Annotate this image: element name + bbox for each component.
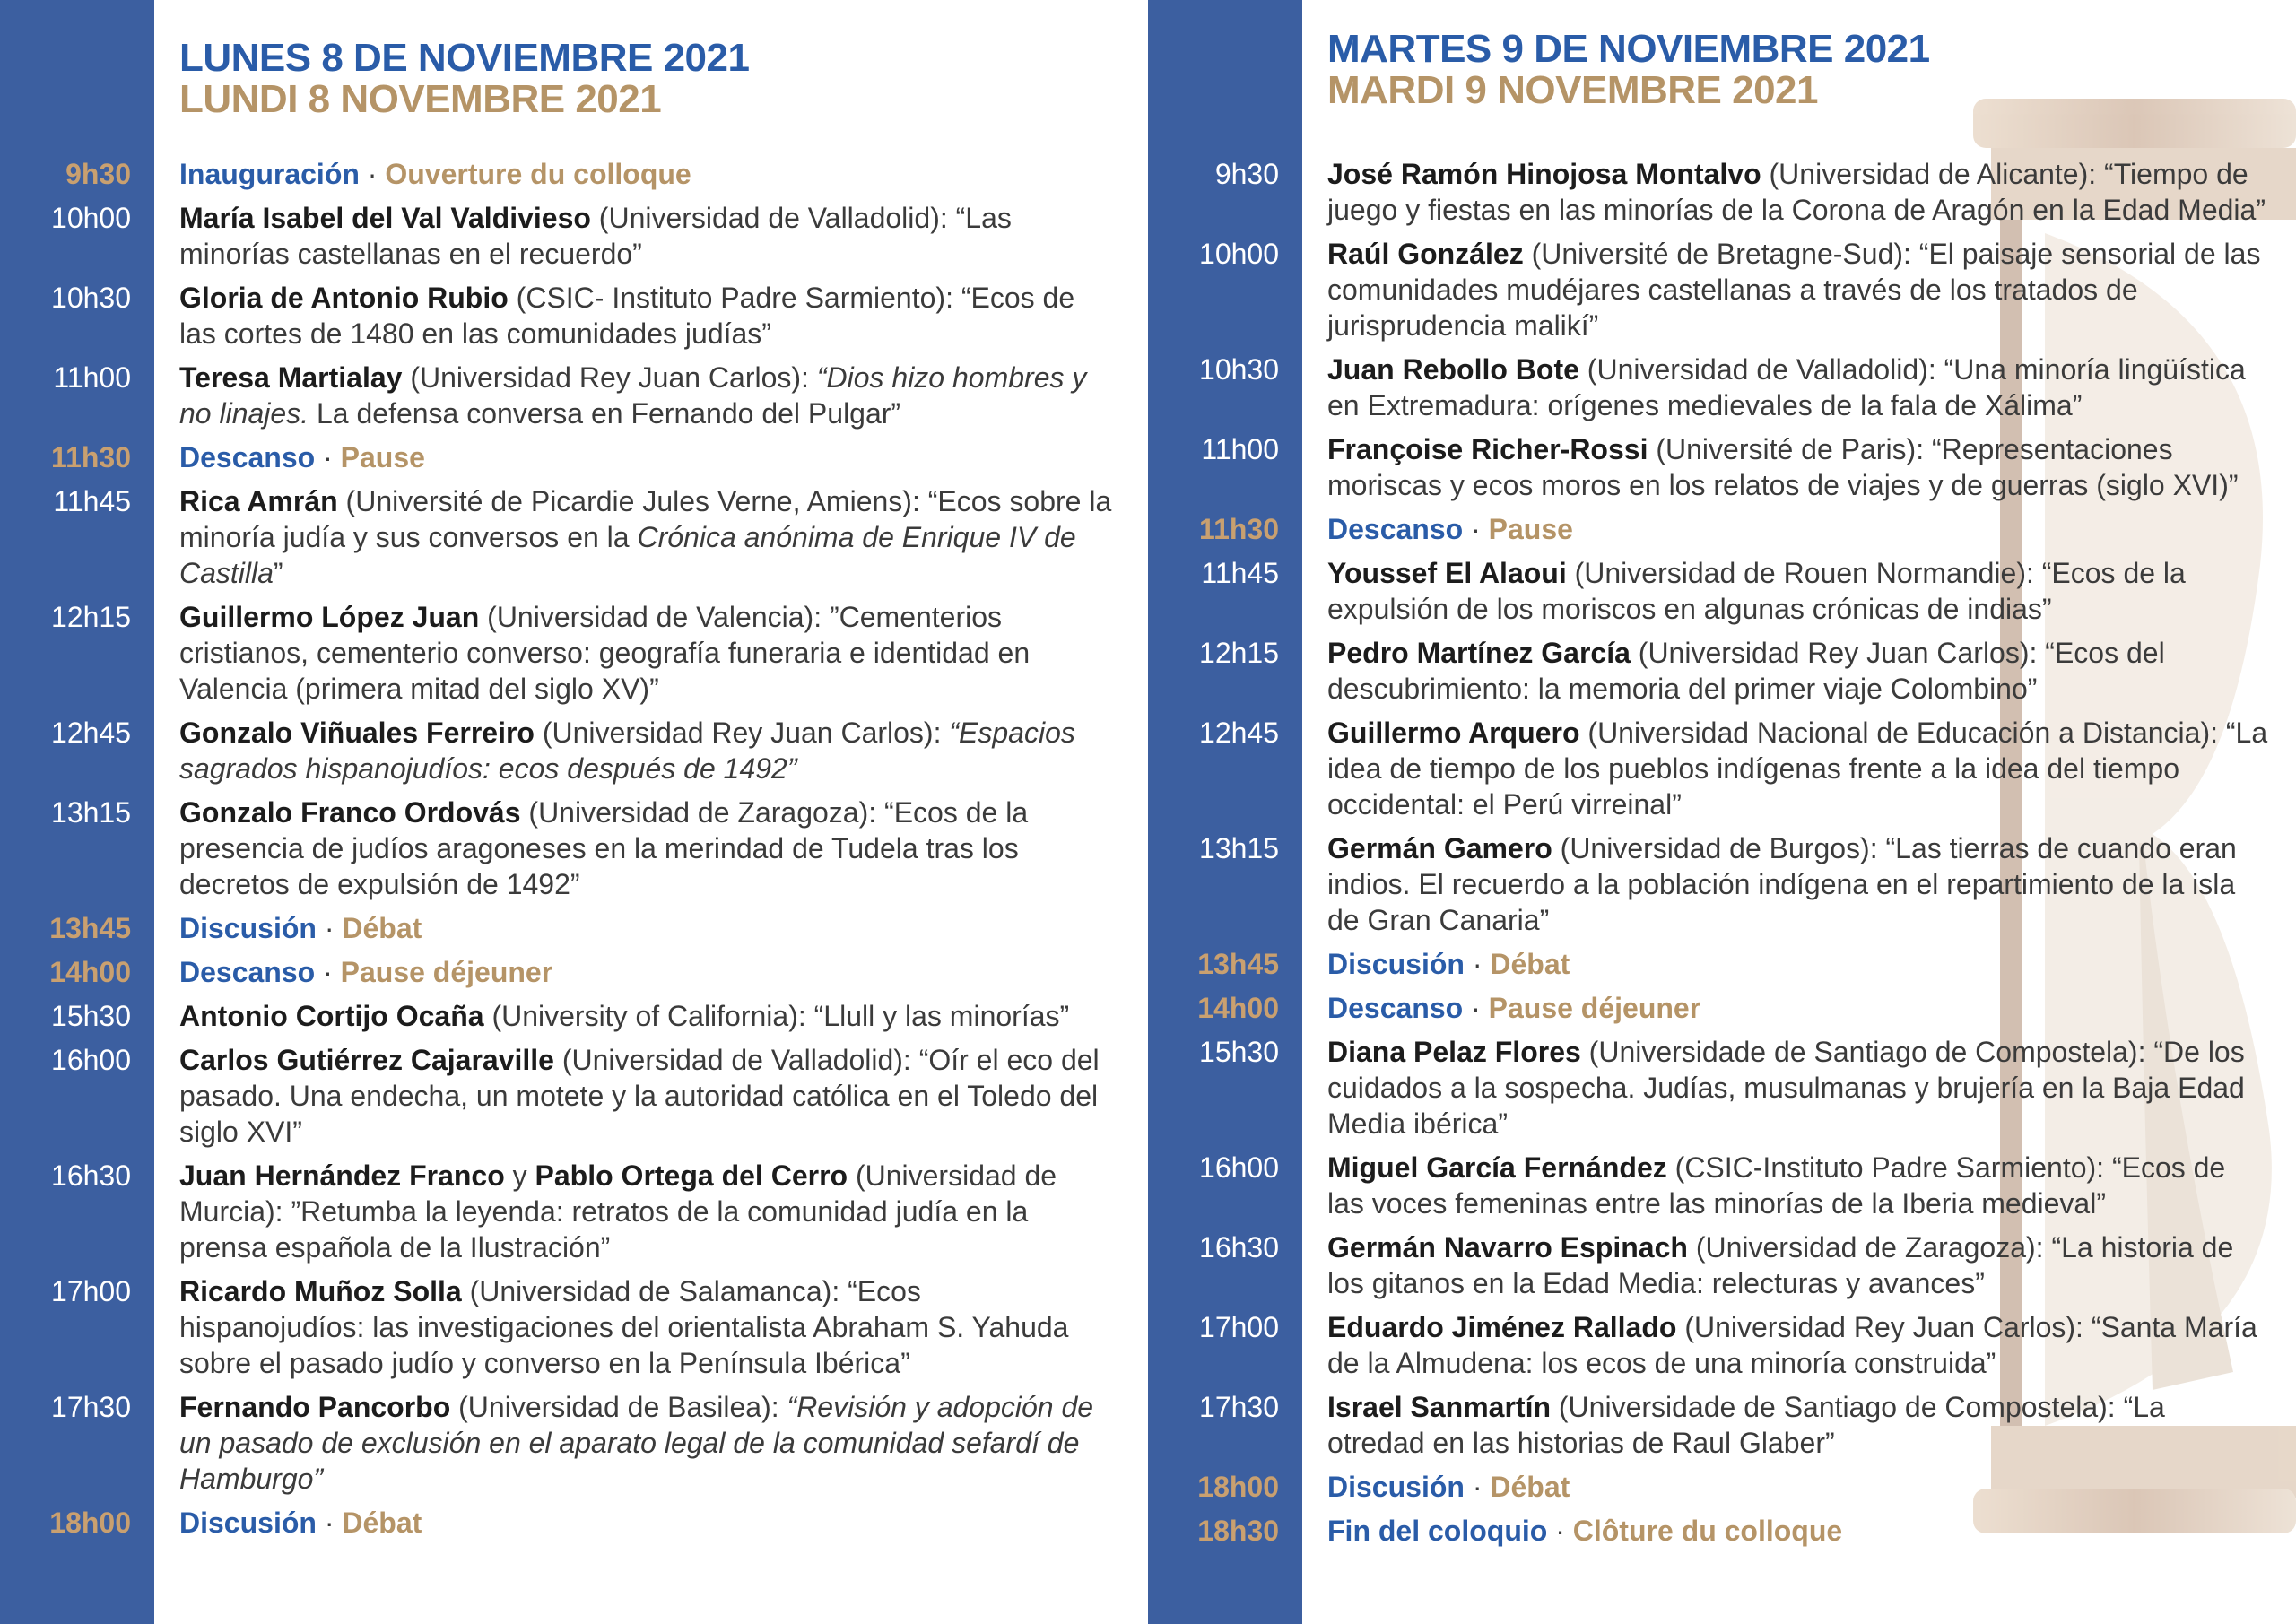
speaker-name: Carlos Gutiérrez Cajaraville — [179, 1044, 554, 1076]
session-time: 14h00 — [49, 956, 131, 988]
session-time: 11h00 — [1201, 433, 1279, 465]
talk-title-rest: ” — [273, 557, 283, 589]
session-content — [1327, 715, 2269, 822]
day1-schedule — [0, 156, 1148, 1549]
speaker-name-2: Pablo Ortega del Cerro — [535, 1159, 848, 1192]
session-row — [1148, 236, 2296, 343]
break-label-es: Descanso — [179, 441, 316, 473]
session-time: 10h30 — [1199, 353, 1279, 386]
session-row — [0, 200, 1148, 272]
session-time: 15h30 — [51, 1000, 131, 1032]
session-content — [179, 1273, 1112, 1381]
break-label — [1327, 1469, 2269, 1505]
speaker-name: Youssef El Alaoui — [1327, 557, 1567, 589]
break-label-fr: Pause déjeuner — [340, 956, 553, 988]
session-time: 9h30 — [65, 158, 131, 190]
session-row — [1148, 431, 2296, 503]
day1-title-fr: LUNDI 8 NOVEMBRE 2021 — [179, 77, 662, 121]
session-time: 13h15 — [51, 796, 131, 829]
speaker-name: Israel Sanmartín — [1327, 1391, 1551, 1423]
speaker-name: Diana Pelaz Flores — [1327, 1036, 1581, 1068]
speaker-name: Raúl González — [1327, 238, 1524, 270]
session-time: 11h30 — [1199, 513, 1279, 545]
session-row — [1148, 635, 2296, 707]
talk-affiliation-title: (Universidad de Zaragoza): “Ecos de la presencia de judíos aragoneses en la merindad de Tudela tras los decretos de expulsión de 1492” — [179, 796, 1029, 900]
break-label-es: Discusión — [179, 912, 317, 944]
day2-schedule — [1148, 156, 2296, 1557]
talk-affiliation-title: (Universidad de Basilea): — [450, 1391, 787, 1423]
break-label-fr: Pause déjeuner — [1488, 992, 1701, 1024]
session-row — [0, 1158, 1148, 1265]
break-row — [0, 954, 1148, 990]
break-label-fr: Débat — [342, 912, 422, 944]
session-time: 10h00 — [51, 202, 131, 234]
speaker-name: Germán Gamero — [1327, 832, 1552, 864]
break-row — [1148, 990, 2296, 1026]
talk-affiliation-title: (Université de Picardie Jules Verne, Amiens): “Ecos sobre la minoría judía y sus conversos en la — [179, 485, 1112, 553]
speaker-name: Eduardo Jiménez Rallado — [1327, 1311, 1677, 1343]
break-row — [0, 910, 1148, 946]
session-row — [0, 1273, 1148, 1381]
session-time: 10h00 — [1199, 238, 1279, 270]
speaker-name: Teresa Martialay — [179, 361, 403, 394]
session-time: 16h00 — [51, 1044, 131, 1076]
talk-affiliation-title: (Universidad de Valladolid): “Una minoría lingüística en Extremadura: orígenes medievales de la fala de Xálima” — [1327, 353, 2246, 421]
session-content — [1327, 555, 2269, 627]
session-time: 10h30 — [51, 282, 131, 314]
talk-title-italic: “Espacios sagrados hispanojudíos: ecos después de 1492” — [179, 716, 1075, 785]
session-time: 18h30 — [1197, 1515, 1279, 1547]
day2-title-es: MARTES 9 DE NOVIEMBRE 2021 — [1327, 27, 1930, 71]
break-label — [179, 910, 1112, 946]
speaker-name: Guillermo Arquero — [1327, 716, 1580, 749]
session-time: 12h45 — [51, 716, 131, 749]
session-content — [1327, 1309, 2269, 1381]
session-content — [1327, 1034, 2269, 1142]
talk-affiliation-title: (Universidad Rey Juan Carlos): “Santa María de la Almudena: los ecos de una minoría construida” — [1327, 1311, 2257, 1379]
day2-title-fr: MARDI 9 NOVEMBRE 2021 — [1327, 68, 1818, 112]
session-row — [1148, 1034, 2296, 1142]
day2-header — [1327, 29, 1930, 111]
break-label-fr: Pause — [1488, 513, 1573, 545]
session-content — [1327, 1389, 2269, 1461]
speaker-name: Juan Rebollo Bote — [1327, 353, 1579, 386]
session-row — [0, 715, 1148, 786]
separator-dot: · — [1471, 992, 1481, 1024]
talk-title-italic: Crónica anónima de Enrique IV de Castilla — [179, 521, 1076, 589]
break-label-es: Discusión — [179, 1507, 317, 1539]
break-label-fr: Ouverture du colloque — [385, 158, 691, 190]
speaker-name: Ricardo Muñoz Solla — [179, 1275, 462, 1307]
session-time: 17h30 — [1199, 1391, 1279, 1423]
session-content — [179, 715, 1112, 786]
separator-dot: · — [324, 1507, 335, 1539]
session-content — [1327, 830, 2269, 938]
session-content — [179, 1389, 1112, 1497]
session-row — [0, 998, 1148, 1034]
break-label-es: Discusión — [1327, 1471, 1465, 1503]
break-label-es: Inauguración — [179, 158, 360, 190]
speaker-name: Guillermo López Juan — [179, 601, 480, 633]
speaker-name: Gloria de Antonio Rubio — [179, 282, 509, 314]
session-content — [179, 280, 1112, 352]
separator-dot: · — [323, 441, 333, 473]
session-row — [1148, 1229, 2296, 1301]
session-time: 12h45 — [1199, 716, 1279, 749]
session-time: 18h00 — [1197, 1471, 1279, 1503]
session-row — [1148, 715, 2296, 822]
speaker-name: Rica Amrán — [179, 485, 338, 517]
break-label-es: Descanso — [1327, 513, 1464, 545]
speaker-name: Fernando Pancorbo — [179, 1391, 451, 1423]
session-content — [1327, 1150, 2269, 1221]
talk-affiliation-title: (Universidad de Valladolid): “Oír el eco del pasado. Una endecha, un motete y la autoridad católica en el Toledo del siglo XVI” — [179, 1044, 1100, 1148]
speaker-joiner: y — [504, 1159, 535, 1192]
session-time: 13h45 — [49, 912, 131, 944]
break-label-es: Discusión — [1327, 948, 1465, 980]
session-row — [0, 360, 1148, 431]
session-row — [1148, 1309, 2296, 1381]
break-label-fr: Pause — [340, 441, 425, 473]
talk-title-rest: La defensa conversa en Fernando del Pulgar” — [309, 397, 901, 430]
separator-dot: · — [1471, 513, 1481, 545]
session-time: 17h00 — [51, 1275, 131, 1307]
speaker-name: Germán Navarro Espinach — [1327, 1231, 1688, 1264]
session-content — [179, 795, 1112, 902]
talk-affiliation-title: (Universidad de Valencia): ”Cementerios cristianos, cementerio converso: geografía funeraria e identidad en Valencia (primera mitad del siglo XV)” — [179, 601, 1031, 705]
session-time: 17h00 — [1199, 1311, 1279, 1343]
talk-affiliation-title: (Universidad de Murcia): ”Retumba la leyenda: retratos de la comunidad judía en la prensa española de la Ilustración” — [179, 1159, 1057, 1264]
session-row — [1148, 830, 2296, 938]
speaker-name: Françoise Richer-Rossi — [1327, 433, 1648, 465]
break-label — [1327, 511, 2269, 547]
session-row — [0, 1042, 1148, 1150]
session-row — [0, 795, 1148, 902]
session-time: 11h30 — [51, 441, 131, 473]
session-time: 17h30 — [51, 1391, 131, 1423]
session-time: 12h15 — [51, 601, 131, 633]
day1-header — [179, 38, 749, 120]
talk-affiliation-title: (Université de Bretagne-Sud): “El paisaje sensorial de las comunidades mudéjares castellanas a través de los tratados de jurisprudencia malikí” — [1327, 238, 2261, 342]
break-row — [1148, 946, 2296, 982]
separator-dot: · — [1472, 948, 1483, 980]
session-time: 14h00 — [1197, 992, 1279, 1024]
session-row — [0, 280, 1148, 352]
session-time: 16h30 — [1199, 1231, 1279, 1264]
separator-dot: · — [1472, 1471, 1483, 1503]
break-label — [1327, 946, 2269, 982]
break-label-es: Descanso — [179, 956, 316, 988]
speaker-name: Gonzalo Franco Ordovás — [179, 796, 521, 829]
speaker-name: José Ramón Hinojosa Montalvo — [1327, 158, 1761, 190]
session-row — [0, 483, 1148, 591]
talk-affiliation-title: (Universidad Nacional de Educación a Distancia): “La idea de tiempo de los pueblos indígenas frente a la idea del tiempo occidental: el Perú virreinal” — [1327, 716, 2268, 821]
session-time: 11h45 — [1201, 557, 1279, 589]
session-row — [0, 1389, 1148, 1497]
talk-affiliation-title: (Universidad de Salamanca): “Ecos hispanojudíos: las investigaciones del orientalista Abraham S. Yahuda sobre el pasado judío y converso en la Península Ibérica” — [179, 1275, 1069, 1379]
break-label — [179, 1505, 1112, 1541]
break-label — [1327, 1513, 2269, 1549]
speaker-name: Miguel García Fernández — [1327, 1151, 1667, 1184]
session-content — [179, 998, 1112, 1034]
talk-affiliation-title: (Universidade de Santiago de Compostela): “De los cuidados a la sospecha. Judías, musulmanas y brujería en la Baja Edad Media ibérica” — [1327, 1036, 2245, 1140]
separator-dot: · — [323, 956, 333, 988]
session-time: 16h30 — [51, 1159, 131, 1192]
session-row — [1148, 156, 2296, 228]
session-content — [1327, 236, 2269, 343]
speaker-name: Juan Hernández Franco — [179, 1159, 505, 1192]
break-row — [0, 439, 1148, 475]
session-row — [1148, 1389, 2296, 1461]
session-content — [1327, 156, 2269, 228]
talk-affiliation-title: (Universidad Rey Juan Carlos): — [402, 361, 817, 394]
session-content — [179, 200, 1112, 272]
speaker-name: María Isabel del Val Valdivieso — [179, 202, 591, 234]
break-label — [179, 954, 1112, 990]
talk-title-italic: “Revisión y adopción de un pasado de exclusión en el aparato legal de la comunidad sefardí de Hamburgo” — [179, 1391, 1094, 1495]
session-content — [179, 599, 1112, 707]
separator-dot: · — [1555, 1515, 1565, 1547]
talk-affiliation-title: (Universidade de Santiago de Compostela): “La otredad en las historias de Raul Glaber” — [1327, 1391, 2165, 1459]
break-label-fr: Clôture du colloque — [1572, 1515, 1843, 1547]
session-row — [1148, 352, 2296, 423]
session-time: 12h15 — [1199, 637, 1279, 669]
session-time: 13h15 — [1199, 832, 1279, 864]
session-time: 16h00 — [1199, 1151, 1279, 1184]
break-label-fr: Débat — [342, 1507, 422, 1539]
session-row — [0, 599, 1148, 707]
session-content — [1327, 352, 2269, 423]
talk-affiliation-title: (CSIC-Instituto Padre Sarmiento): “Ecos de las voces femeninas entre las minorías de la Iberia medieval” — [1327, 1151, 2226, 1220]
talk-title-italic: “Dios hizo hombres y no linajes. — [179, 361, 1087, 430]
session-row — [1148, 1150, 2296, 1221]
separator-dot: · — [367, 158, 378, 190]
talk-affiliation-title: (CSIC- Instituto Padre Sarmiento): “Ecos de las cortes de 1480 en las comunidades judías” — [179, 282, 1075, 350]
break-label — [179, 156, 1112, 192]
talk-affiliation-title: (Universidad Rey Juan Carlos): — [534, 716, 950, 749]
talk-affiliation-title: (Universidad Rey Juan Carlos): “Ecos del descubrimiento: la memoria del primer viaje Colombino” — [1327, 637, 2165, 705]
session-content — [1327, 635, 2269, 707]
break-row — [1148, 1469, 2296, 1505]
break-label-es: Descanso — [1327, 992, 1464, 1024]
break-label-es: Fin del coloquio — [1327, 1515, 1548, 1547]
session-time: 11h45 — [53, 485, 131, 517]
break-label-fr: Débat — [1490, 1471, 1570, 1503]
session-time: 9h30 — [1214, 158, 1279, 190]
session-content — [179, 360, 1112, 431]
break-label — [179, 439, 1112, 475]
separator-dot: · — [324, 912, 335, 944]
break-row — [1148, 511, 2296, 547]
speaker-name: Gonzalo Viñuales Ferreiro — [179, 716, 535, 749]
talk-affiliation-title: (Université de Paris): “Representaciones moriscas y ecos moros en los relatos de viajes y de guerras (siglo XVI)” — [1327, 433, 2239, 501]
talk-affiliation-title: (Universidad de Valladolid): “Las minorías castellanas en el recuerdo” — [179, 202, 1012, 270]
session-content — [179, 483, 1112, 591]
session-time: 13h45 — [1197, 948, 1279, 980]
day1-title-es: LUNES 8 DE NOVIEMBRE 2021 — [179, 36, 750, 80]
break-row — [1148, 1513, 2296, 1549]
session-time: 18h00 — [49, 1507, 131, 1539]
talk-affiliation-title: (Universidad de Alicante): “Tiempo de juego y fiestas en las minorías de la Corona de Aragón en la Edad Media” — [1327, 158, 2266, 226]
session-row — [1148, 555, 2296, 627]
talk-affiliation-title: (Universidad de Rouen Normandie): “Ecos de la expulsión de los moriscos en algunas crónicas de indias” — [1327, 557, 2186, 625]
session-content — [1327, 1229, 2269, 1301]
session-content — [179, 1042, 1112, 1150]
break-label — [1327, 990, 2269, 1026]
session-content — [179, 1158, 1112, 1265]
session-time: 11h00 — [53, 361, 131, 394]
break-label-fr: Débat — [1490, 948, 1570, 980]
talk-affiliation-title: (Universidad de Zaragoza): “La historia de los gitanos en la Edad Media: relecturas y avances” — [1327, 1231, 2234, 1299]
session-content — [1327, 431, 2269, 503]
speaker-name: Antonio Cortijo Ocaña — [179, 1000, 484, 1032]
break-row — [0, 1505, 1148, 1541]
speaker-name: Pedro Martínez García — [1327, 637, 1631, 669]
break-row — [0, 156, 1148, 192]
talk-affiliation-title: (Universidad de Burgos): “Las tierras de cuando eran indios. El recuerdo a la población indígena en el repartimiento de la isla de Gran Canaria” — [1327, 832, 2237, 936]
talk-affiliation-title: (University of California): “Llull y las minorías” — [483, 1000, 1070, 1032]
session-time: 15h30 — [1199, 1036, 1279, 1068]
